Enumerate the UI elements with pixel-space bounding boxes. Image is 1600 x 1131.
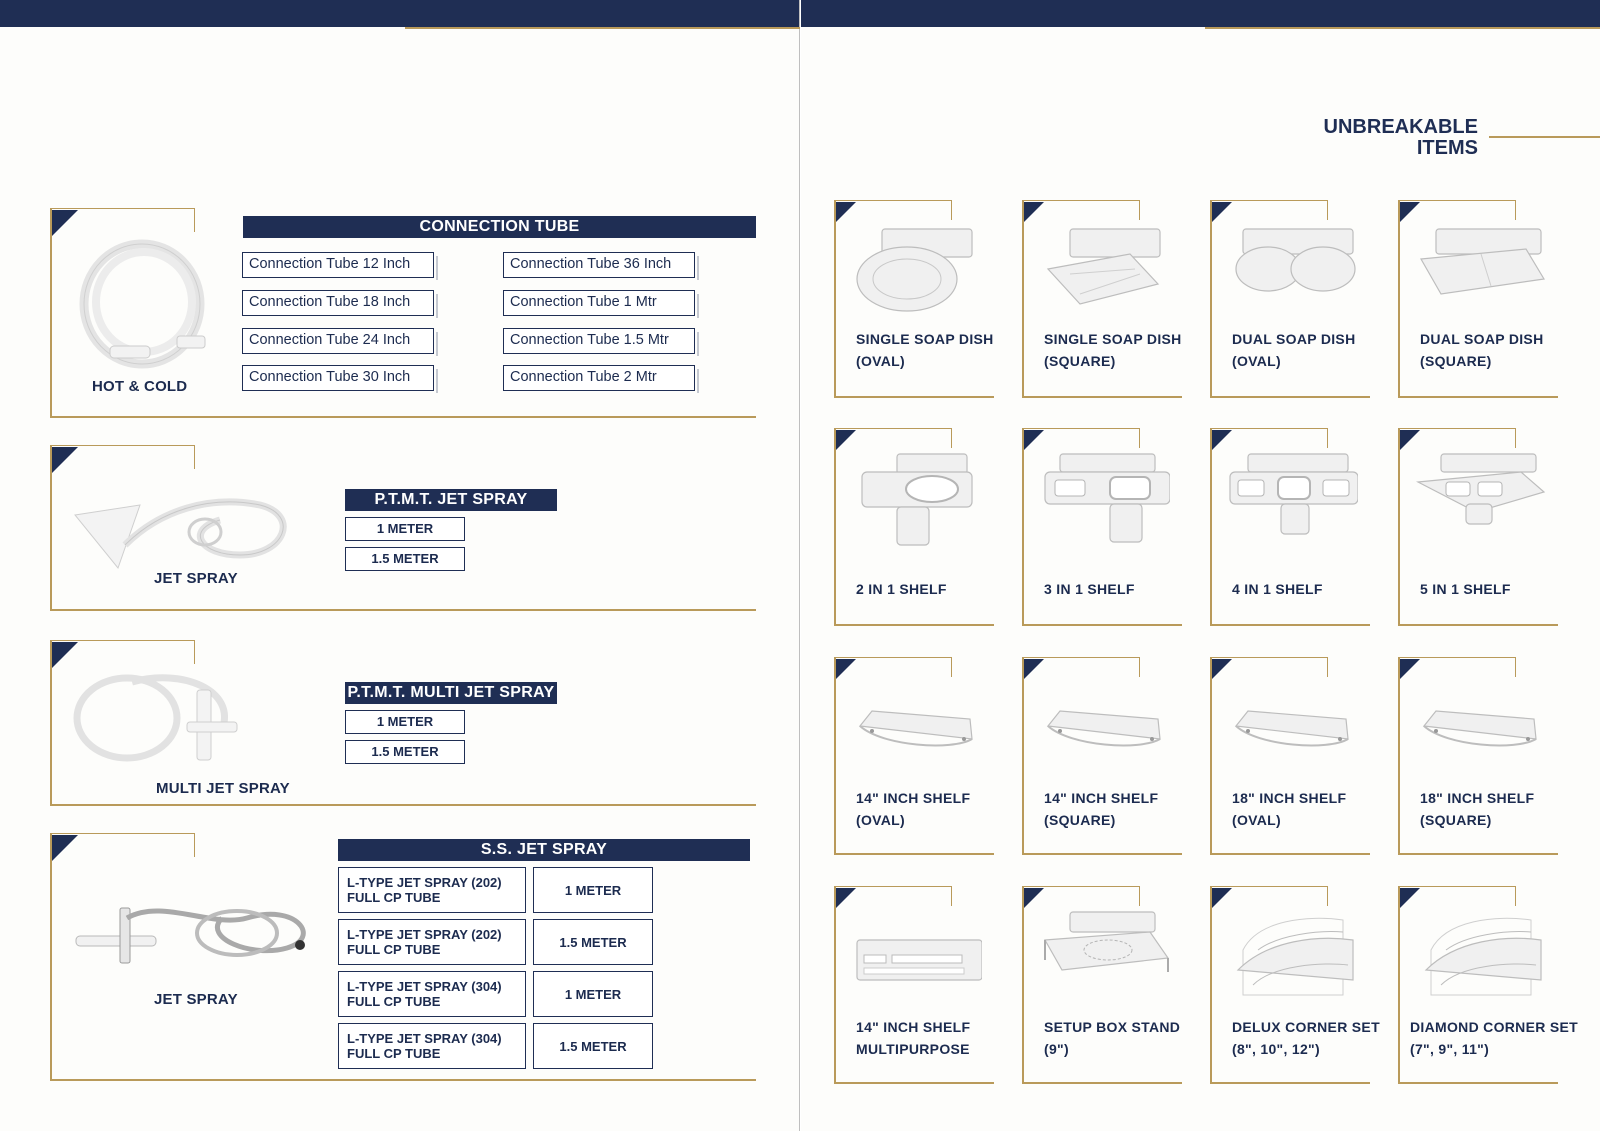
card-frame-bottom (1022, 624, 1182, 626)
product-label-line1: DUAL SOAP DISH (1420, 331, 1544, 347)
card-frame-left (1398, 886, 1400, 1084)
length-1-5-meter: 1.5 METER (345, 740, 465, 764)
ss-name-line2: FULL CP TUBE (347, 942, 441, 957)
card-frame-left (1022, 886, 1024, 1084)
card-frame-bottom (1398, 396, 1558, 398)
ss-name-line1: L-TYPE JET SPRAY (202) (347, 875, 502, 890)
product-label (1232, 1016, 1380, 1060)
card-frame-bottom (1398, 1082, 1558, 1084)
card-frame-bottom (1210, 396, 1370, 398)
frame-left (50, 208, 52, 418)
product-card-18-inch-shelf-oval (1210, 657, 1370, 855)
product-label (1232, 787, 1346, 831)
14-inch-shelf-multipurpose-image (852, 910, 982, 1010)
card-corner-mark (836, 659, 856, 679)
product-label (1420, 328, 1543, 372)
ss-row-3-name (338, 971, 526, 1017)
ss-name-line1: L-TYPE JET SPRAY (304) (347, 979, 502, 994)
delux-corner-set-image (1228, 910, 1358, 1010)
product-label-line1: DIAMOND CORNER SET (1410, 1019, 1578, 1035)
14-inch-shelf-square-image (1040, 681, 1170, 781)
banner-ptmt-multi-jet-spray: P.T.M.T. MULTI JET SPRAY (345, 682, 557, 704)
card-frame-bottom (1022, 853, 1182, 855)
product-label (1044, 328, 1182, 372)
card-corner-mark (1212, 202, 1232, 222)
card-frame-bottom (834, 853, 994, 855)
18-inch-shelf-square-image (1416, 681, 1546, 781)
ss-name-line2: FULL CP TUBE (347, 994, 441, 1009)
section-label: HOT & COLD (92, 378, 188, 395)
top-bar (801, 0, 1600, 27)
ss-name-line2: FULL CP TUBE (347, 1046, 441, 1061)
product-label-line1: SETUP BOX STAND (1044, 1019, 1181, 1035)
product-label-line2: (OVAL) (1232, 353, 1281, 369)
section-ptmt-jet-spray (50, 445, 756, 613)
product-label-line1: 5 IN 1 SHELF (1420, 581, 1511, 597)
ss-row-3-length: 1 METER (533, 971, 653, 1017)
product-label-line1: 2 IN 1 SHELF (856, 581, 947, 597)
product-label-line2: (SQUARE) (1420, 353, 1492, 369)
section-label: JET SPRAY (154, 991, 238, 1008)
product-label-line2: (SQUARE) (1044, 812, 1116, 828)
card-frame-left (1398, 200, 1400, 398)
multi-jet-spray-image (72, 670, 252, 770)
section-connection-tube (50, 208, 756, 420)
frame-left (50, 833, 52, 1081)
card-frame-left (1210, 657, 1212, 855)
ss-name-line2: FULL CP TUBE (347, 890, 441, 905)
product-label-line2: (SQUARE) (1420, 812, 1492, 828)
right-page (801, 0, 1600, 1131)
product-card-delux-corner-set (1210, 886, 1380, 1084)
product-label-line1: DELUX CORNER SET (1232, 1019, 1380, 1035)
product-card-dual-soap-dish-square (1398, 200, 1558, 398)
length-1-meter: 1 METER (345, 517, 465, 541)
item-connection-tube-30: Connection Tube 30 Inch (242, 365, 434, 391)
product-label (856, 578, 947, 600)
length-1-5-meter: 1.5 METER (345, 547, 465, 571)
item-connection-tube-2m: Connection Tube 2 Mtr (503, 365, 695, 391)
frame-bottom (50, 416, 756, 418)
card-corner-mark (1024, 430, 1044, 450)
product-label-line1: 14" INCH SHELF (856, 1019, 971, 1035)
product-label (856, 787, 970, 831)
ss-name-line1: L-TYPE JET SPRAY (202) (347, 927, 502, 942)
product-label-line1: 3 IN 1 SHELF (1044, 581, 1135, 597)
banner-ptmt-jet-spray: P.T.M.T. JET SPRAY (345, 489, 557, 511)
product-card-single-soap-dish-square (1022, 200, 1182, 398)
product-label-line2: (9") (1044, 1041, 1069, 1057)
5-in-1-shelf-image (1416, 452, 1546, 552)
item-connection-tube-12: Connection Tube 12 Inch (242, 252, 434, 278)
product-label (856, 328, 994, 372)
ss-row-1-length: 1 METER (533, 867, 653, 913)
item-connection-tube-18: Connection Tube 18 Inch (242, 290, 434, 316)
card-corner-mark (1400, 202, 1420, 222)
product-label (1044, 1016, 1180, 1060)
banner-ss-jet-spray: S.S. JET SPRAY (338, 839, 750, 861)
product-label-line1: SINGLE SOAP DISH (1044, 331, 1182, 347)
product-label (1232, 578, 1323, 600)
card-frame-left (1022, 657, 1024, 855)
card-corner-mark (1024, 888, 1044, 908)
item-connection-tube-36: Connection Tube 36 Inch (503, 252, 695, 278)
product-label-line2: (OVAL) (856, 812, 905, 828)
jet-spray-image (70, 490, 290, 580)
card-frame-left (834, 886, 836, 1084)
card-frame-left (834, 657, 836, 855)
product-card-14-inch-shelf-multipurpose (834, 886, 994, 1084)
card-frame-bottom (834, 1082, 994, 1084)
frame-bottom (50, 804, 756, 806)
product-card-2-in-1-shelf (834, 428, 994, 626)
single-soap-dish-square-image (1040, 224, 1170, 324)
product-label (1044, 787, 1158, 831)
product-label (1420, 578, 1511, 600)
card-corner-mark (1212, 888, 1232, 908)
card-frame-bottom (1210, 1082, 1370, 1084)
item-connection-tube-1m: Connection Tube 1 Mtr (503, 290, 695, 316)
card-frame-left (1022, 200, 1024, 398)
card-corner-mark (836, 430, 856, 450)
card-frame-bottom (1398, 853, 1558, 855)
top-bar (0, 0, 799, 27)
product-label (856, 1016, 970, 1060)
banner-connection-tube: CONNECTION TUBE (243, 216, 756, 238)
top-gold-line (405, 27, 800, 29)
single-soap-dish-oval-image (852, 224, 982, 324)
product-label-line2: (OVAL) (1232, 812, 1281, 828)
18-inch-shelf-oval-image (1228, 681, 1358, 781)
product-label-line1: SINGLE SOAP DISH (856, 331, 994, 347)
card-corner-mark (1400, 888, 1420, 908)
ss-row-1-name (338, 867, 526, 913)
2-in-1-shelf-image (852, 452, 982, 552)
product-label (1044, 578, 1135, 600)
product-label (1420, 787, 1534, 831)
card-frame-left (1210, 200, 1212, 398)
product-label-line2: (SQUARE) (1044, 353, 1116, 369)
card-frame-left (1210, 428, 1212, 626)
card-corner-mark (1024, 659, 1044, 679)
product-card-diamond-corner-set (1398, 886, 1578, 1084)
product-card-single-soap-dish-oval (834, 200, 994, 398)
ss-jet-spray-image (72, 898, 322, 978)
item-connection-tube-1-5m: Connection Tube 1.5 Mtr (503, 328, 695, 354)
ss-name-line1: L-TYPE JET SPRAY (304) (347, 1031, 502, 1046)
product-card-14-inch-shelf-square (1022, 657, 1182, 855)
product-label-line2: (OVAL) (856, 353, 905, 369)
card-frame-bottom (1022, 1082, 1182, 1084)
product-label-line2: (7", 9", 11") (1410, 1041, 1490, 1057)
product-label-line1: 14" INCH SHELF (1044, 790, 1159, 806)
top-gold-line (1205, 27, 1600, 29)
card-corner-mark (1400, 659, 1420, 679)
card-frame-bottom (834, 396, 994, 398)
product-card-14-inch-shelf-oval (834, 657, 994, 855)
corner-mark (52, 642, 78, 668)
product-label-line2: (8", 10", 12") (1232, 1041, 1320, 1057)
unbreakable-items-title (1324, 117, 1478, 159)
title-line2: ITEMS (1416, 137, 1478, 159)
3-in-1-shelf-image (1040, 452, 1170, 552)
section-label: JET SPRAY (154, 570, 238, 587)
corner-mark (52, 210, 78, 236)
card-corner-mark (1212, 430, 1232, 450)
corner-mark (52, 835, 78, 861)
product-label-line1: 18" INCH SHELF (1420, 790, 1535, 806)
card-frame-bottom (1210, 624, 1370, 626)
title-gold-line (1489, 136, 1600, 138)
product-card-dual-soap-dish-oval (1210, 200, 1370, 398)
card-corner-mark (1212, 659, 1232, 679)
connection-tube-image (72, 238, 217, 378)
setup-box-stand-image (1040, 910, 1170, 1010)
card-frame-bottom (1210, 853, 1370, 855)
ss-row-4-length: 1.5 METER (533, 1023, 653, 1069)
frame-bottom (50, 1079, 756, 1081)
card-frame-left (834, 428, 836, 626)
ss-row-4-name (338, 1023, 526, 1069)
section-ss-jet-spray (50, 833, 756, 1083)
ss-row-2-length: 1.5 METER (533, 919, 653, 965)
card-frame-bottom (1022, 396, 1182, 398)
section-label: MULTI JET SPRAY (156, 780, 290, 797)
product-label-line1: 4 IN 1 SHELF (1232, 581, 1323, 597)
product-label (1232, 328, 1355, 372)
card-frame-left (834, 200, 836, 398)
card-corner-mark (836, 888, 856, 908)
product-card-3-in-1-shelf (1022, 428, 1182, 626)
card-frame-bottom (1398, 624, 1558, 626)
14-inch-shelf-oval-image (852, 681, 982, 781)
card-frame-left (1398, 657, 1400, 855)
product-card-18-inch-shelf-square (1398, 657, 1558, 855)
product-card-setup-box-stand (1022, 886, 1182, 1084)
card-corner-mark (1024, 202, 1044, 222)
frame-bottom (50, 609, 756, 611)
ss-row-2-name (338, 919, 526, 965)
product-label (1410, 1016, 1578, 1060)
section-ptmt-multi-jet-spray (50, 640, 756, 808)
product-label-line1: DUAL SOAP DISH (1232, 331, 1356, 347)
product-label-line2: MULTIPURPOSE (856, 1041, 970, 1057)
title-line1: UNBREAKABLE (1323, 116, 1478, 138)
4-in-1-shelf-image (1228, 452, 1358, 552)
diamond-corner-set-image (1416, 910, 1546, 1010)
product-label-line1: 18" INCH SHELF (1232, 790, 1347, 806)
card-corner-mark (1400, 430, 1420, 450)
length-1-meter: 1 METER (345, 710, 465, 734)
card-frame-left (1398, 428, 1400, 626)
card-frame-left (1210, 886, 1212, 1084)
dual-soap-dish-square-image (1416, 224, 1546, 324)
product-card-5-in-1-shelf (1398, 428, 1558, 626)
card-corner-mark (836, 202, 856, 222)
card-frame-left (1022, 428, 1024, 626)
product-label-line1: 14" INCH SHELF (856, 790, 971, 806)
card-frame-bottom (834, 624, 994, 626)
dual-soap-dish-oval-image (1228, 224, 1358, 324)
product-card-4-in-1-shelf (1210, 428, 1370, 626)
corner-mark (52, 447, 78, 473)
item-connection-tube-24: Connection Tube 24 Inch (242, 328, 434, 354)
